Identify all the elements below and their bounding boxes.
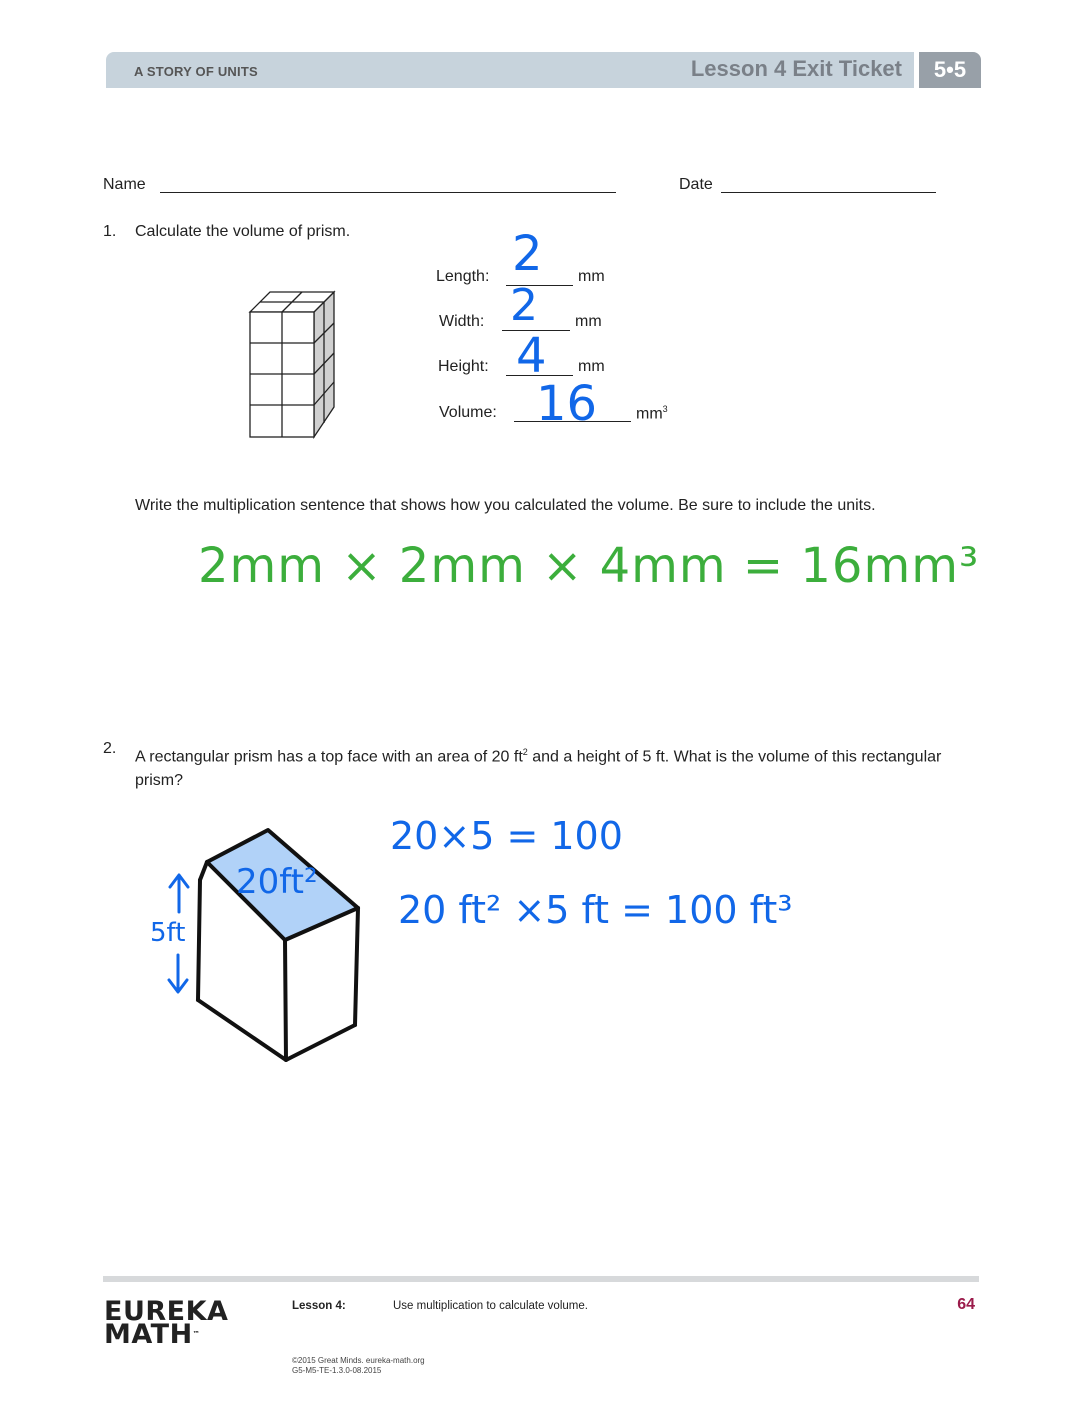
q1-number: 1. <box>103 223 117 240</box>
page-number: 64 <box>957 1296 975 1313</box>
handwritten-multiplication-sentence: 2mm × 2mm × 4mm = 16mm³ <box>198 538 980 594</box>
footer-rule <box>103 1276 979 1282</box>
length-unit: mm <box>578 268 605 285</box>
length-answer: 2 <box>512 226 543 282</box>
footer-lesson-label: Lesson 4: <box>292 1300 346 1312</box>
height-label: Height: <box>438 358 489 375</box>
volume-label: Volume: <box>439 404 497 421</box>
cube-prism-figure <box>240 285 350 445</box>
height-unit: mm <box>578 358 605 375</box>
footer-copyright: ©2015 Great Minds. eureka-math.org G5-M5-TE-1.3.0-08.2015 <box>292 1356 425 1375</box>
date-field[interactable] <box>721 192 936 193</box>
volume-answer: 16 <box>536 376 598 432</box>
q1-instruction: Write the multiplication sentence that shows how you calculated the volume. Be sure to include the units. <box>135 497 876 514</box>
width-answer: 2 <box>510 280 538 331</box>
work-line-2: 20 ft² ×5 ft = 100 ft³ <box>398 888 793 932</box>
grade-module-badge: 5•5 <box>919 52 981 88</box>
width-unit: mm <box>575 313 602 330</box>
sketch-top-area-label: 20ft² <box>236 862 318 902</box>
q2-number: 2. <box>103 740 117 757</box>
name-field[interactable] <box>160 192 616 193</box>
q2-prompt: A rectangular prism has a top face with an area of 20 $ft^2$ and a height of 5 ft. What is the volume of this rectangular prism? <box>135 747 942 790</box>
sketch-height-label: 5ft <box>150 918 186 948</box>
eureka-math-logo: EUREKA MATH™ <box>104 1296 229 1350</box>
work-line-1: 20×5 = 100 <box>390 814 623 858</box>
q1-prompt: Calculate the volume of prism. <box>135 223 351 240</box>
width-label: Width: <box>439 313 485 330</box>
volume-unit: $mm^3$ <box>636 404 668 423</box>
lesson-title: Lesson 4 Exit Ticket <box>690 56 902 81</box>
date-label: Date <box>679 176 713 193</box>
footer-lesson-description: Use multiplication to calculate volume. <box>393 1300 588 1312</box>
series-title: A STORY OF UNITS <box>134 64 258 79</box>
name-label: Name <box>103 176 146 193</box>
length-label: Length: <box>436 268 490 285</box>
height-answer: 4 <box>516 328 547 384</box>
